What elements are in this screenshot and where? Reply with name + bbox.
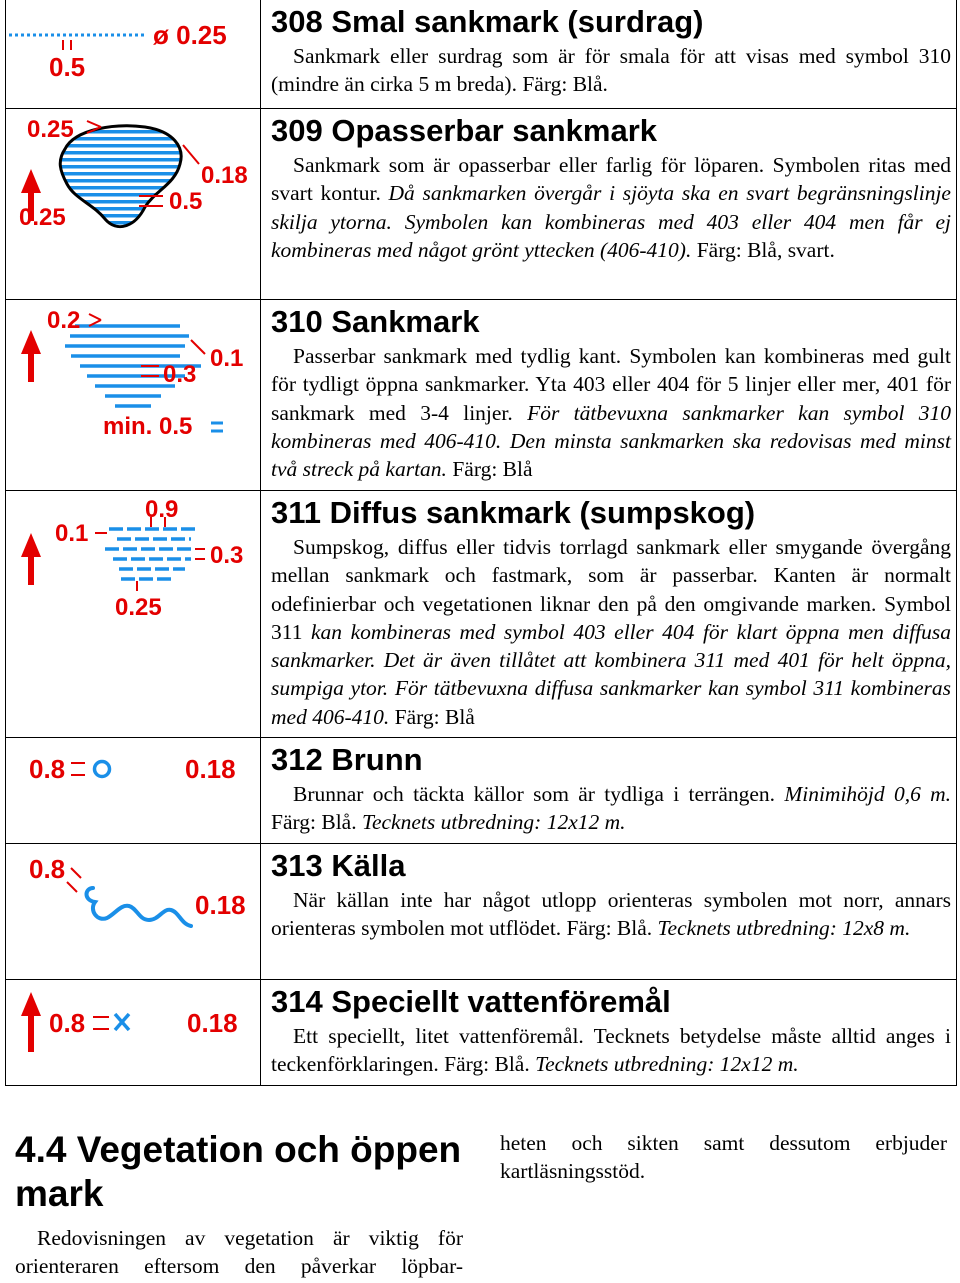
label-309-b: 0.18 — [201, 162, 248, 189]
symbol-308-graphic — [5, 0, 261, 108]
symbol-309-title: 309 Opasserbar sankmark — [271, 113, 658, 148]
label-309-a: 0.25 — [27, 116, 74, 143]
symbol-row-310 — [5, 299, 957, 490]
label-308-width: 0.5 — [49, 52, 86, 82]
symbol-row-308 — [5, 0, 957, 108]
symbol-314-graphic — [5, 980, 261, 1086]
label-311-d: 0.25 — [115, 594, 162, 621]
label-312-b: 0.18 — [185, 754, 236, 784]
symbol-312-graphic — [5, 738, 261, 843]
section-body-left: Redovisningen av vegetation är viktig för orienteraren eftersom den påverkar löpbar- — [15, 1226, 463, 1279]
label-314-b: 0.18 — [187, 1008, 238, 1038]
label-309-d: 0.25 — [19, 204, 66, 231]
label-308-diameter: ø 0.25 — [153, 20, 227, 50]
section-right-line-1: heten och sikten samt dessutom erbjuder — [500, 1131, 947, 1155]
label-314-a: 0.8 — [49, 1008, 86, 1038]
symbol-309-description: Sankmark som är opasserbar eller farlig för löparen. Symbolen ritas med svart kontur. Då sankmarken övergår i sjöyta ska en svart begränsningslinje skilja ytorna. Symbolen kan kombineras med 403 eller 404 men får ej kombineras med något grönt yttecken (406-410). Färg: Blå, svart. — [271, 153, 951, 262]
label-311-b: 0.1 — [55, 520, 89, 547]
symbol-308-title: 308 Smal sankmark (surdrag) — [271, 4, 704, 39]
label-310-b: 0.1 — [210, 345, 244, 372]
section-heading: 4.4 Vegetation och öppen mark — [15, 1129, 462, 1214]
symbol-314-title: 314 Speciellt vattenföremål — [271, 984, 671, 1019]
symbol-310-title: 310 Sankmark — [271, 304, 480, 339]
section-right-line-2: kartläsningsstöd. — [500, 1159, 646, 1184]
symbol-312-description: Brunnar och täckta källor som är tydliga i terrängen. Minimihöjd 0,6 m. Färg: Blå. Tecknets utbredning: 12x12 m. — [271, 782, 952, 835]
label-311-c: 0.3 — [210, 542, 244, 569]
label-313-b: 0.18 — [195, 890, 246, 920]
symbol-311-description: Sumpskog, diffus eller tidvis torrlagd sankmark eller smygande övergång mellan sankmark och fastmark, som är passerbar. Kanten är normalt odefinierbar och vegetationen liknar den på den omgivande marken. Symbol 311 kan kombineras med symbol 403 eller 404 för klart öppna men diffusa sankmarker. Det är även tillåtet att kombinera 311 med 401 för helt öppna, sumpiga ytor. För tätbevuxna diffusa sankmarker kan symbol 311 kombineras med 406-410. Färg: Blå — [271, 535, 951, 729]
symbol-310-description: Passerbar sankmark med tydlig kant. Symbolen kan kombineras med gult för tydligt öppna sankmarker. Yta 403 eller 404 för 5 linjer eller mer, 401 för sankmark med 3-4 linjer. För tätbevuxna sankmarker kan symbol 310 kombineras med 406-410. Den minsta sankmarken ska redovisas med minst två streck på kartan. Färg: Blå — [271, 344, 951, 482]
symbol-313-graphic — [5, 844, 261, 979]
symbol-309-graphic — [5, 109, 261, 299]
symbol-row-309 — [5, 108, 957, 299]
label-310-d: min. 0.5 — [103, 413, 193, 440]
symbol-row-314 — [5, 979, 957, 1086]
label-309-c: 0.5 — [169, 188, 203, 215]
symbol-311-title: 311 Diffus sankmark (sumpskog) — [271, 495, 756, 530]
symbol-310-graphic — [5, 300, 261, 490]
symbol-row-311 — [5, 490, 957, 737]
symbol-row-312 — [5, 737, 957, 843]
symbol-314-description: Ett speciellt, litet vattenföremål. Tecknets betydelse måste alltid anges i teckenförklaringen. Färg: Blå. Tecknets utbredning: 12x12 m. — [271, 1024, 951, 1077]
label-310-a: 0.2 — [47, 307, 81, 334]
symbol-313-description: När källan inte har något utlopp orienteras symbolen mot norr, annars orienteras symbolen mot utflödet. Färg: Blå. Tecknets utbredning: 12x8 m. — [271, 888, 951, 941]
symbol-312-title: 312 Brunn — [271, 742, 423, 777]
symbol-313-title: 313 Källa — [271, 848, 406, 883]
label-310-c: 0.3 — [163, 361, 197, 388]
symbol-308-description: Sankmark eller surdrag som är för smala för att visas med symbol 310 (mindre än cirka 5 m breda). Färg: Blå. — [271, 44, 951, 97]
symbol-311-graphic — [5, 491, 261, 737]
label-312-a: 0.8 — [29, 754, 66, 784]
symbol-row-313 — [5, 843, 957, 979]
label-313-a: 0.8 — [29, 854, 66, 884]
symbol-table — [5, 0, 957, 1086]
label-311-a: 0.9 — [145, 496, 179, 523]
section-body-right — [500, 1129, 947, 1186]
